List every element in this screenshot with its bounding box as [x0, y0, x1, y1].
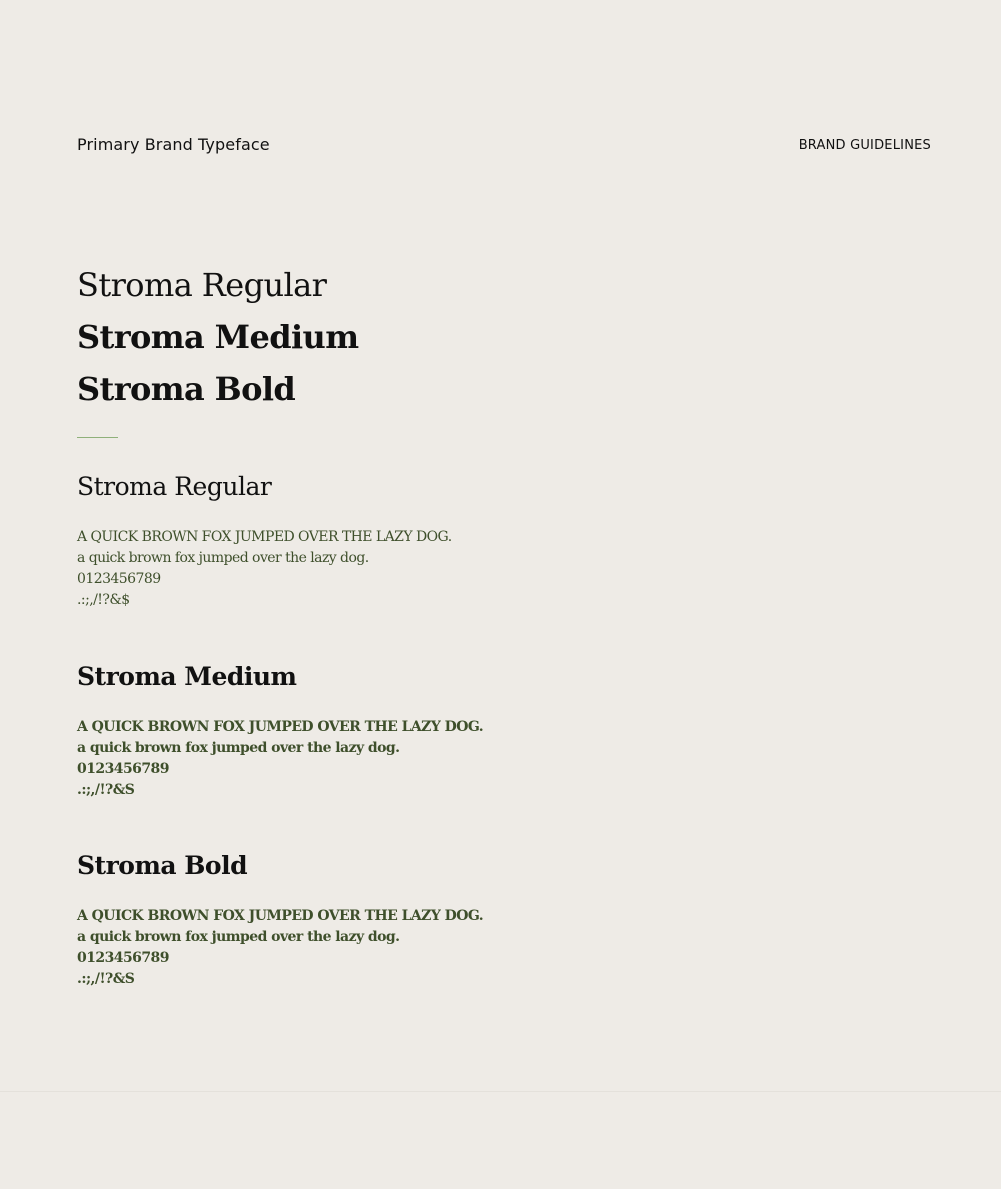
document-label: BRAND GUIDELINES: [798, 138, 931, 153]
specimen-lines: [77, 527, 452, 611]
specimen-lowercase-line: a quick brown fox jumped over the lazy dog.: [77, 550, 369, 566]
specimen-numerals-line: 0123456789: [77, 950, 169, 966]
specimen-medium: [77, 662, 483, 801]
specimen-lowercase-line: a quick brown fox jumped over the lazy dog.: [77, 929, 400, 945]
specimen-lines: [77, 906, 483, 990]
weight-sample-regular: Stroma Regular: [77, 266, 327, 304]
specimen-title: Stroma Medium: [77, 662, 297, 691]
specimen-punctuation-line: .:;,/!?&S: [77, 971, 135, 987]
accent-divider: [77, 437, 118, 438]
specimen-uppercase-line: A QUICK BROWN FOX JUMPED OVER THE LAZY DOG.: [77, 529, 452, 545]
specimen-uppercase-line: A QUICK BROWN FOX JUMPED OVER THE LAZY DOG.: [77, 908, 484, 924]
specimen-punctuation-line: .:;,/!?&$: [77, 592, 130, 608]
weight-sample-bold: Stroma Bold: [77, 370, 296, 408]
specimen-regular: [77, 472, 452, 611]
specimen-lowercase-line: a quick brown fox jumped over the lazy dog.: [77, 740, 400, 756]
section-title: Primary Brand Typeface: [77, 135, 270, 154]
weight-sample-medium: Stroma Medium: [77, 318, 359, 356]
specimen-numerals-line: 0123456789: [77, 761, 169, 777]
specimen-title: Stroma Bold: [77, 851, 248, 880]
specimen-numerals-line: 0123456789: [77, 571, 161, 587]
specimen-bold: [77, 851, 483, 990]
specimen-uppercase-line: A QUICK BROWN FOX JUMPED OVER THE LAZY DOG.: [77, 719, 484, 735]
specimen-punctuation-line: .:;,/!?&S: [77, 782, 135, 798]
page-bottom-area: [0, 1091, 1001, 1189]
typeface-weight-list: [77, 259, 358, 415]
specimen-lines: [77, 717, 483, 801]
specimen-title: Stroma Regular: [77, 472, 272, 501]
